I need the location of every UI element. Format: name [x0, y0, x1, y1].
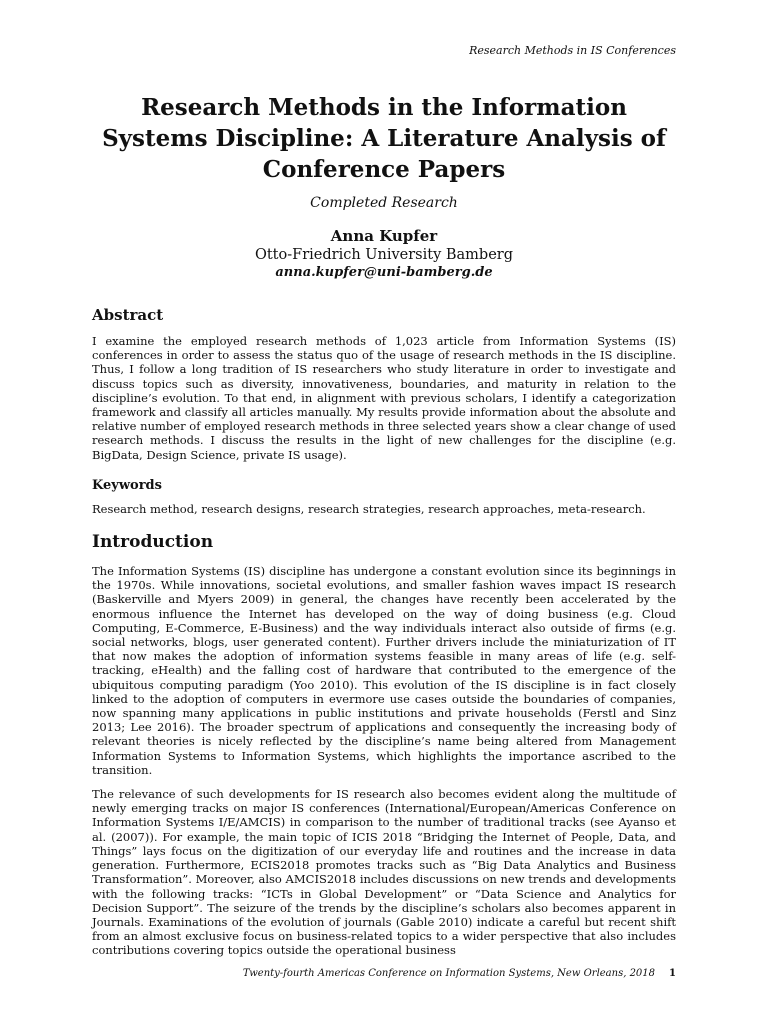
abstract-heading: Abstract — [92, 306, 164, 324]
running-header: Research Methods in IS Conferences — [469, 44, 676, 57]
introduction-heading: Introduction — [92, 532, 214, 553]
introduction-paragraph: The Information Systems (IS) discipline has undergone a constant evolution since its beginnings in the 1970s. While innovations, societal evolutions, and smaller fashion waves impact IS research (Baskerville and Myers 2009) in general, the changes have recently been accelerated by the enormous influence the Internet has developed on the way of doing business (e.g. Cloud Computing, E-Commerce, E-Business) and the way individuals interact also outside of firms (e.g. social networks, blogs, user generated content). Further drivers include the miniaturization of IT that now makes the adoption of information systems feasible in many areas of life (e.g. self-tracking, eHealth) and the falling cost of hardware that contributed to the emergence of the ubiquitous computing paradigm (Yoo 2010). This evolution of the IS discipline is in fact closely linked to the adoption of computers in evermore use cases outside the boundaries of companies, now spanning many applications in public institutions and private households (Ferstl and Sinz 2013; Lee 2016). The broader spectrum of applications and consequently the increasing body of relevant theories is nicely reflected by the discipline’s name being altered from Management Information Systems to Information Systems, which highlights the importance ascribed to the transition. — [92, 564, 676, 777]
keywords-heading: Keywords — [92, 477, 162, 493]
footer-conference: Twenty-fourth Americas Conference on Information Systems, New Orleans, 2018 — [242, 968, 656, 979]
paper-title: Research Methods in the Information Systems Discipline: A Literature Analysis of Conference Papers — [102, 94, 666, 183]
page-footer — [243, 968, 676, 979]
paper-body — [92, 306, 676, 968]
keywords-text: Research method, research designs, research strategies, research approaches, meta-research. — [92, 501, 646, 516]
keywords-section — [92, 478, 676, 516]
abstract-section — [92, 306, 676, 462]
title-block — [92, 92, 676, 280]
page-number: 1 — [669, 968, 676, 979]
paper-type: Completed Research — [310, 195, 458, 211]
author-name: Anna Kupfer — [330, 227, 438, 245]
author-affiliation: Otto-Friedrich University Bamberg — [254, 247, 514, 263]
author-email: anna.kupfer@uni-bamberg.de — [275, 265, 493, 280]
introduction-paragraph: The relevance of such developments for IS research also becomes evident along the multitude of newly emerging tracks on major IS conferences (International/European/Americas Conference on Information Systems I/E/AMCIS) in comparison to the number of traditional tracks (see Ayanso et al. (2007)). For example, the main topic of ICIS 2018 “Bridging the Internet of People, Data, and Things” lays focus on the digitization of our everyday life and routines and the increase in data generation. Furthermore, ECIS2018 promotes tracks such as “Big Data Analytics and Business Transformation”. Moreover, also AMCIS2018 includes discussions on new trends and developments with the following tracks: “ICTs in Global Development” or “Data Science and Analytics for Decision Support”. The seizure of the trends by the discipline’s scholars also becomes apparent in Journals. Examinations of the evolution of journals (Gable 2010) indicate a careful but recent shift from an almost exclusive focus on business-related topics to a wider perspective that also includes contributions covering topics outside the operational business — [92, 787, 676, 958]
abstract-text: I examine the employed research methods of 1,023 article from Information Systems (IS) conferences in order to assess the status quo of the usage of research methods in the IS discipline. Thus, I follow a long tradition of IS researchers who study literature in order to investigate and discuss topics such as diversity, innovativeness, boundaries, and maturity in relation to the discipline’s evolution. To that end, in alignment with previous scholars, I identify a categorization framework and classify all articles manually. My results provide information about the absolute and relative number of employed research methods in three selected years show a clear change of used research methods. I discuss the results in the light of new challenges for the discipline (e.g. BigData, Design Science, private IS usage). — [92, 334, 676, 462]
introduction-section — [92, 532, 676, 957]
